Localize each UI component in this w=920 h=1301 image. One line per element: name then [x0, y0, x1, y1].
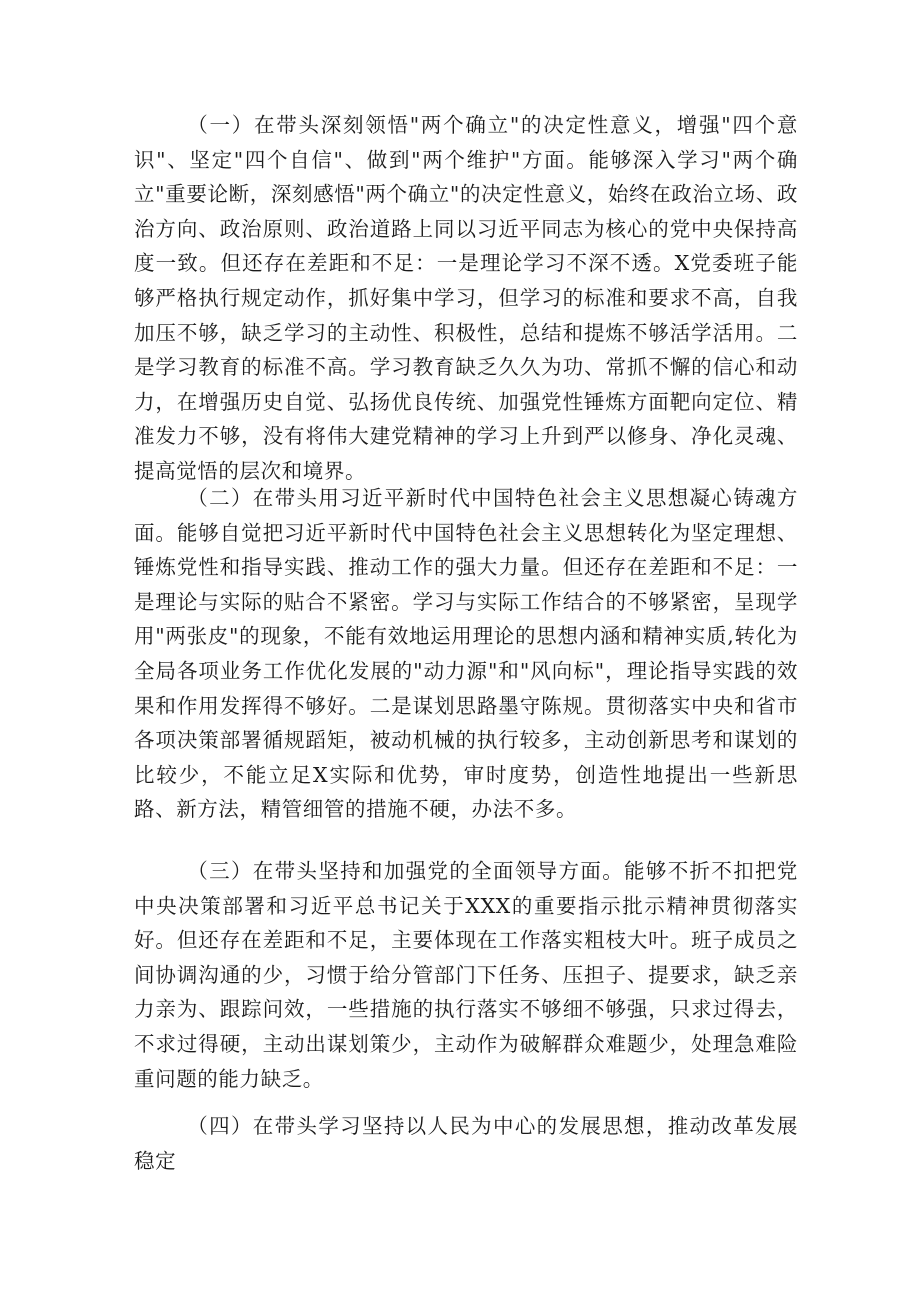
- paragraph-4: （四）在带头学习坚持以人民为中心的发展思想，推动改革发展稳定: [134, 1114, 798, 1173]
- paragraph-1: （一）在带头深刻领悟"两个确立"的决定性意义，增强"四个意识"、坚定"四个自信"、做到"两个维护"方面。能够深入学习"两个确立"重要论断，深刻感悟"两个确立"的决定性意义，始终在政治立场、政治方向、政治原则、政治道路上同以习近平同志为核心的党中央保持高度一致。但还存在差距和不足：一是理论学习不深不透。X党委班子能够严格执行规定动作，抓好集中学习，但学习的标准和要求不高，自我加压不够，缺乏学习的主动性、积极性，总结和提炼不够活学活用。二是学习教育的标准不高。学习教育缺乏久久为功、常抓不懈的信心和动力，在增强历史自觉、弘扬优良传统、加强党性锤炼方面靶向定位、精准发力不够，没有将伟大建党精神的学习上升到严以修身、净化灵魂、提高觉悟的层次和境界。: [134, 113, 798, 483]
- paragraph-2: （二）在带头用习近平新时代中国特色社会主义思想凝心铸魂方面。能够自觉把习近平新时代中国特色社会主义思想转化为坚定理想、锤炼党性和指导实践、推动工作的强大力量。但还存在差距和不足：一是理论与实际的贴合不紧密。学习与实际工作结合的不够紧密，呈现学用"两张皮"的现象，不能有效地运用理论的思想内涵和精神实质,转化为全局各项业务工作优化发展的"动力源"和"风向标"，理论指导实践的效果和作用发挥得不够好。二是谋划思路墨守陈规。贯彻落实中央和省市各项决策部署循规蹈矩，被动机械的执行较多，主动创新思考和谋划的比较少，不能立足X实际和优势，审时度势，创造性地提出一些新思路、新方法，精管细管的措施不硬，办法不多。: [134, 486, 798, 822]
- paragraph-3: （三）在带头坚持和加强党的全面领导方面。能够不折不扣把党中央决策部署和习近平总书记关于XXX的重要指示批示精神贯彻落实好。但还存在差距和不足，主要体现在工作落实粗枝大叶。班子成员之间协调沟通的少，习惯于给分管部门下任务、压担子、提要求，缺乏亲力亲为、跟踪问效，一些措施的执行落实不够细不够强，只求过得去，不求过得硬，主动出谋划策少，主动作为破解群众难题少，处理急难险重问题的能力缺乏。: [134, 859, 798, 1091]
